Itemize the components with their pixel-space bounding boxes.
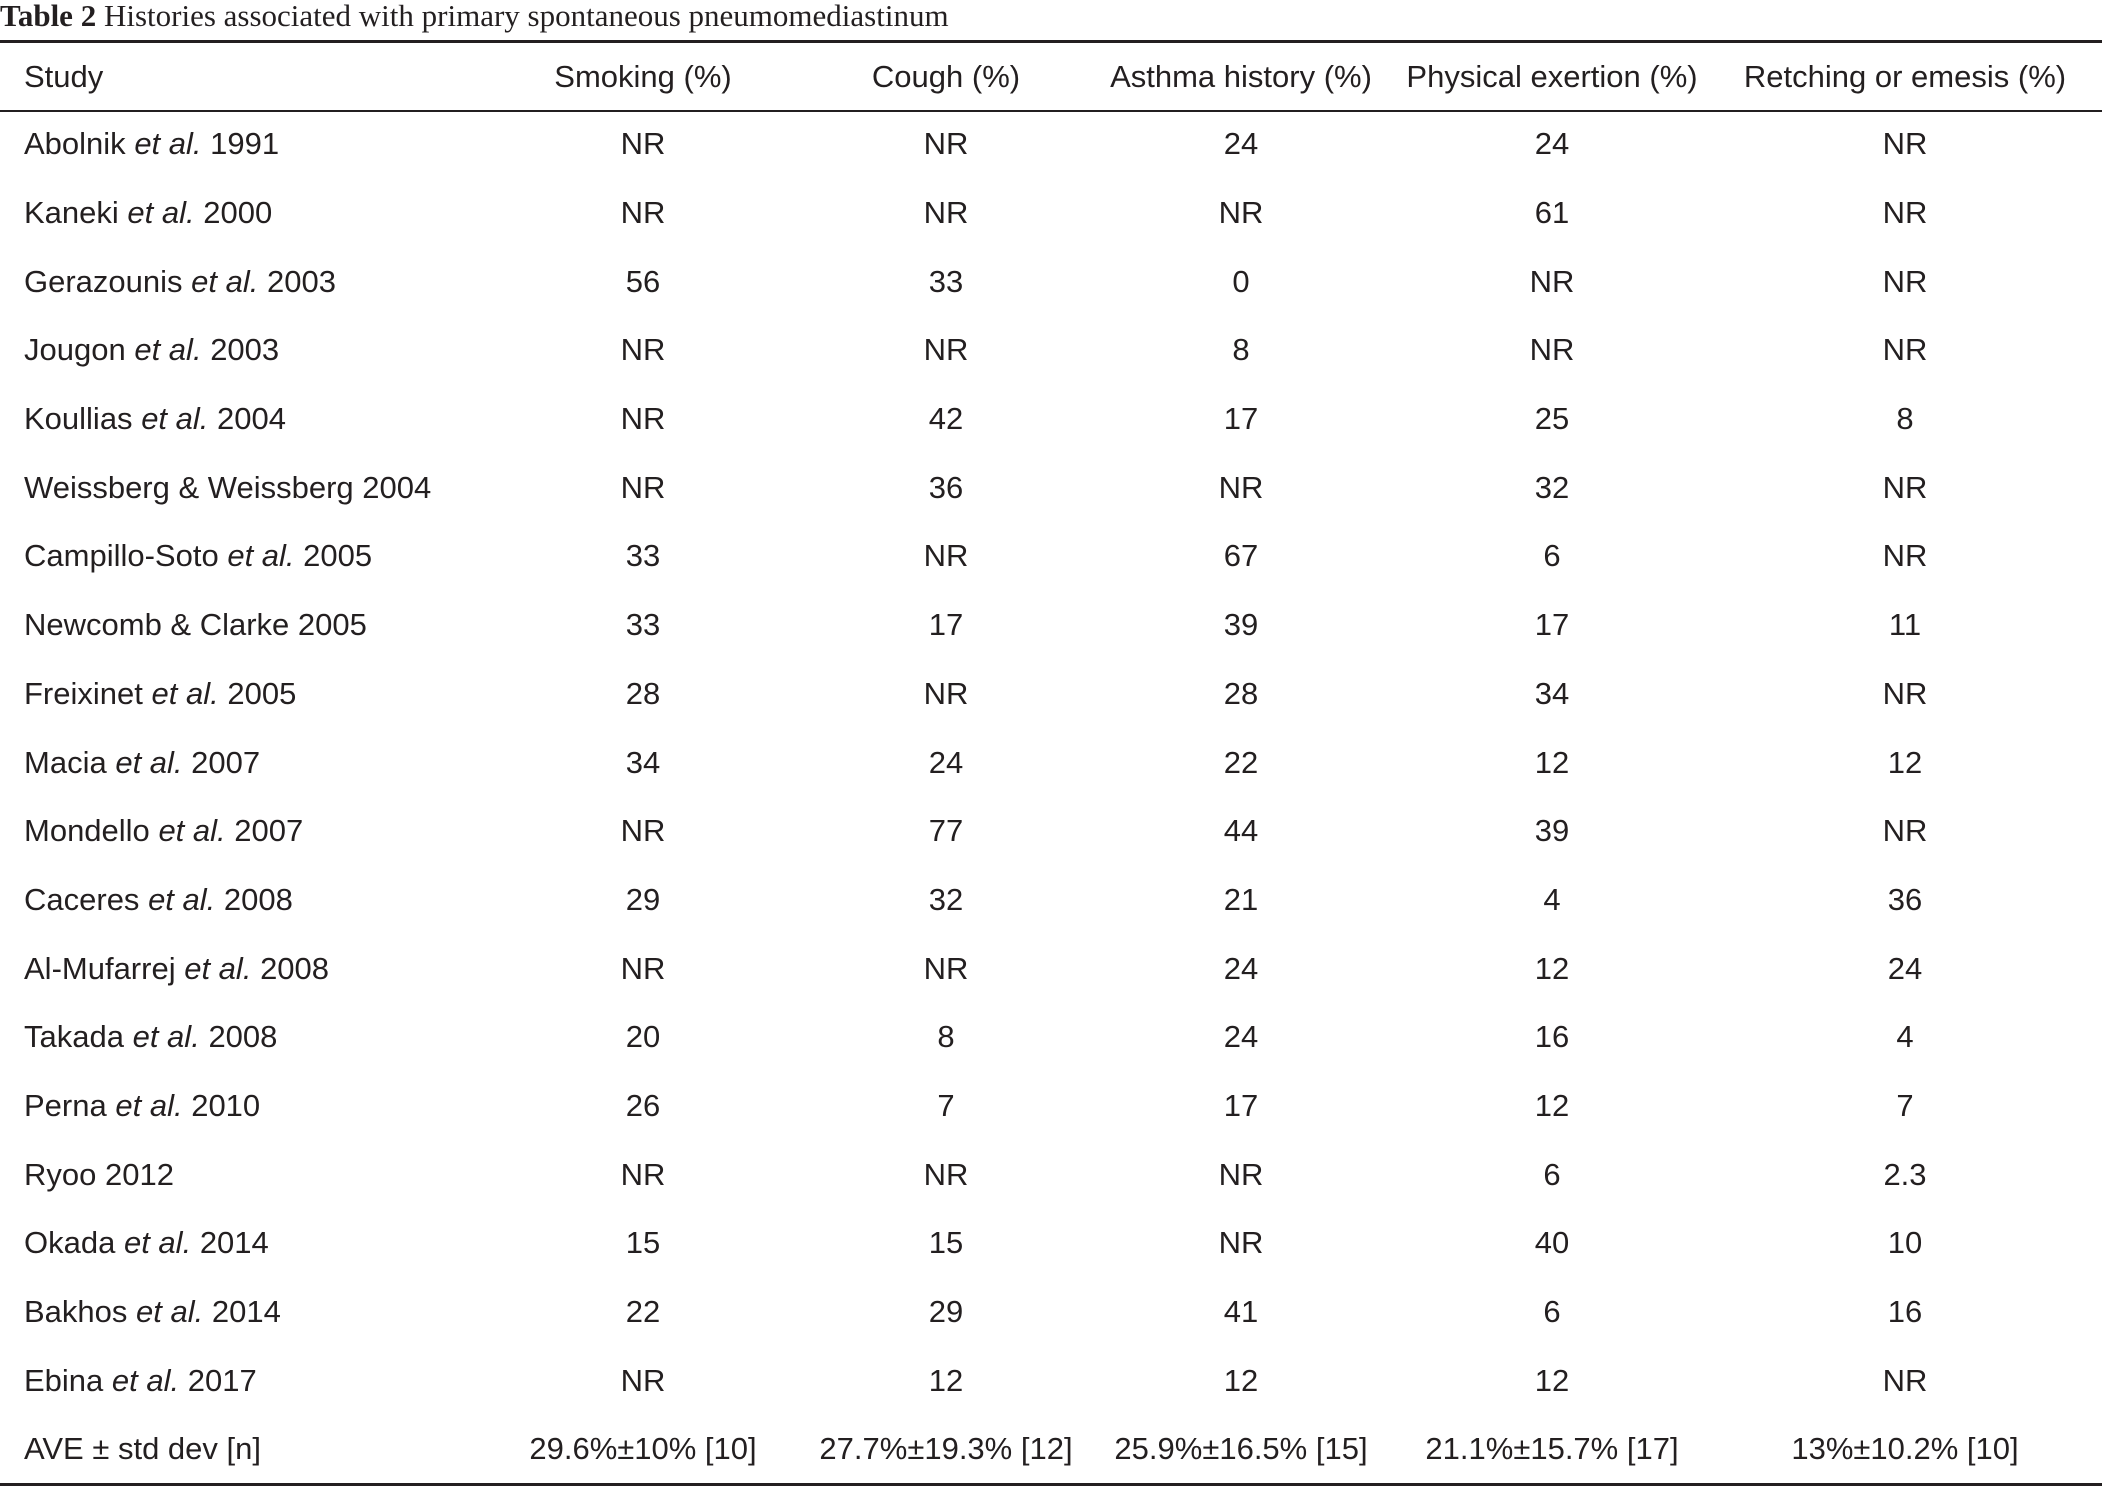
table-row (0, 1278, 2102, 1347)
cell-physical-exertion: 12 (1534, 1362, 1570, 1398)
cell-cough: 33 (928, 263, 964, 299)
cell-retching-or-emesis: NR (1882, 263, 1928, 299)
study-author: Newcomb & Clarke 2005 (24, 607, 367, 643)
cell-physical-exertion: 61 (1534, 195, 1570, 231)
cell-smoking: 28 (625, 675, 661, 711)
cell-asthma-history: 17 (1223, 1087, 1259, 1123)
cell-cough: 77 (928, 813, 964, 849)
cell-asthma-history: 24 (1223, 950, 1259, 986)
column-header-asthma-history: Asthma history (%) (1110, 58, 1372, 94)
cell-cough: 12 (928, 1362, 964, 1398)
cell-study (0, 591, 480, 660)
study-year: 2014 (199, 1225, 269, 1261)
cell-study (0, 316, 480, 385)
cell-smoking: NR (620, 1362, 666, 1398)
study-year: 2007 (234, 813, 304, 849)
study-author: Ryoo 2012 (24, 1156, 174, 1192)
cell-physical-exertion: 17 (1534, 607, 1570, 643)
cell-study (0, 1003, 480, 1072)
study-et-al: et al. (123, 1225, 192, 1261)
table-row (0, 1415, 2102, 1484)
cell-cough: 29 (928, 1294, 964, 1330)
table-row (0, 110, 2102, 179)
column-header-study: Study (24, 58, 104, 94)
cell-smoking: NR (620, 469, 666, 505)
table-row (0, 247, 2102, 316)
cell-cough: 27.7%±19.3% [12] (819, 1431, 1073, 1467)
cell-physical-exertion: 4 (1543, 881, 1561, 917)
table-row (0, 866, 2102, 935)
study-et-al: et al. (191, 263, 259, 299)
cell-smoking: 26 (625, 1087, 661, 1123)
cell-smoking: NR (620, 401, 666, 437)
study-author: Takada (24, 1019, 124, 1055)
cell-smoking: NR (620, 332, 666, 368)
cell-study (0, 247, 480, 316)
cell-cough: NR (923, 195, 969, 231)
table-row (0, 1346, 2102, 1415)
cell-smoking: 22 (625, 1294, 661, 1330)
table-caption-label: Table 2 (0, 0, 97, 33)
cell-physical-exertion: 21.1%±15.7% [17] (1425, 1431, 1679, 1467)
study-year: 2008 (223, 881, 293, 917)
cell-study (0, 1140, 480, 1209)
table-row (0, 1003, 2102, 1072)
study-year: 2004 (217, 401, 286, 437)
study-author: Kaneki (24, 195, 119, 231)
cell-physical-exertion: 25 (1534, 401, 1570, 437)
cell-study (0, 1415, 480, 1484)
cell-smoking: 34 (625, 744, 661, 780)
cell-retching-or-emesis: 4 (1896, 1019, 1914, 1055)
table-row (0, 453, 2102, 522)
cell-retching-or-emesis: 36 (1887, 881, 1923, 917)
study-et-al: et al. (158, 813, 226, 849)
cell-asthma-history: 41 (1223, 1294, 1259, 1330)
cell-cough: NR (923, 126, 969, 162)
cell-cough: 32 (928, 881, 964, 917)
cell-physical-exertion: 6 (1543, 1156, 1561, 1192)
study-year: 2005 (303, 538, 373, 574)
study-author: Perna (24, 1087, 107, 1123)
study-year: 2007 (191, 744, 261, 780)
column-header-retching-or-emesis: Retching or emesis (%) (1743, 58, 2067, 94)
cell-retching-or-emesis: NR (1882, 469, 1928, 505)
table-row (0, 1140, 2102, 1209)
cell-study (0, 522, 480, 591)
cell-smoking: NR (620, 126, 666, 162)
study-et-al: et al. (134, 332, 202, 368)
study-et-al: et al. (134, 126, 202, 162)
cell-asthma-history: 28 (1223, 675, 1259, 711)
study-author: Okada (24, 1225, 116, 1261)
cell-retching-or-emesis: NR (1882, 675, 1928, 711)
cell-smoking: 56 (625, 263, 661, 299)
cell-asthma-history: NR (1218, 1156, 1264, 1192)
study-author: Koullias (24, 401, 133, 437)
cell-asthma-history: 12 (1223, 1362, 1259, 1398)
study-et-al: et al. (184, 950, 252, 986)
table-caption (0, 0, 949, 40)
table-row (0, 660, 2102, 729)
cell-asthma-history: 24 (1223, 126, 1259, 162)
cell-physical-exertion: 12 (1534, 1087, 1570, 1123)
cell-retching-or-emesis: 24 (1887, 950, 1923, 986)
cell-cough: NR (923, 950, 969, 986)
table-row (0, 591, 2102, 660)
cell-asthma-history: 21 (1223, 881, 1259, 917)
cell-retching-or-emesis: 16 (1887, 1294, 1923, 1330)
cell-cough: 36 (928, 469, 964, 505)
cell-smoking: 15 (625, 1225, 661, 1261)
table-row (0, 934, 2102, 1003)
study-et-al: et al. (115, 744, 183, 780)
cell-study (0, 179, 480, 248)
cell-cough: NR (923, 1156, 969, 1192)
table-row (0, 179, 2102, 248)
study-author: Bakhos (24, 1294, 128, 1330)
study-author: Jougon (24, 332, 126, 368)
column-header-cough: Cough (%) (871, 58, 1021, 94)
study-author: Mondello (24, 813, 150, 849)
cell-asthma-history: 8 (1232, 332, 1250, 368)
cell-study (0, 110, 480, 179)
cell-retching-or-emesis: 13%±10.2% [10] (1791, 1431, 2019, 1467)
cell-smoking: NR (620, 813, 666, 849)
cell-cough: NR (923, 538, 969, 574)
study-year: 2014 (211, 1294, 281, 1330)
cell-physical-exertion: 40 (1534, 1225, 1570, 1261)
cell-cough: NR (923, 332, 969, 368)
cell-asthma-history: NR (1218, 195, 1264, 231)
cell-cough: 7 (937, 1087, 955, 1123)
cell-retching-or-emesis: NR (1882, 195, 1928, 231)
cell-study (0, 728, 480, 797)
study-year: 1991 (210, 126, 280, 162)
table-row (0, 385, 2102, 454)
study-author: Gerazounis (24, 263, 183, 299)
histories-table (0, 43, 2102, 1484)
cell-asthma-history: 17 (1223, 401, 1259, 437)
study-author: Ebina (24, 1362, 104, 1398)
study-year: 2005 (227, 675, 297, 711)
cell-smoking: 33 (625, 538, 661, 574)
table-row (0, 728, 2102, 797)
table-header-row (0, 43, 2102, 110)
cell-retching-or-emesis: 8 (1896, 401, 1914, 437)
cell-retching-or-emesis: 7 (1896, 1087, 1914, 1123)
table-row (0, 1072, 2102, 1141)
study-et-al: et al. (151, 675, 219, 711)
cell-cough: 15 (928, 1225, 964, 1261)
cell-study (0, 385, 480, 454)
cell-asthma-history: 22 (1223, 744, 1259, 780)
table-row (0, 316, 2102, 385)
cell-physical-exertion: 12 (1534, 744, 1570, 780)
study-et-al: et al. (227, 538, 295, 574)
cell-smoking: 29 (625, 881, 661, 917)
cell-asthma-history: NR (1218, 469, 1264, 505)
cell-physical-exertion: 6 (1543, 538, 1561, 574)
cell-retching-or-emesis: 2.3 (1883, 1156, 1927, 1192)
cell-physical-exertion: 34 (1534, 675, 1570, 711)
cell-smoking: NR (620, 195, 666, 231)
study-et-al: et al. (115, 1087, 183, 1123)
cell-study (0, 660, 480, 729)
study-year: 2003 (210, 332, 280, 368)
cell-smoking: NR (620, 950, 666, 986)
study-author: Campillo-Soto (24, 538, 219, 574)
cell-physical-exertion: NR (1529, 263, 1575, 299)
study-author: AVE ± std dev [n] (24, 1431, 261, 1467)
cell-retching-or-emesis: NR (1882, 1362, 1928, 1398)
cell-physical-exertion: 6 (1543, 1294, 1561, 1330)
cell-physical-exertion: 12 (1534, 950, 1570, 986)
study-year: 2010 (191, 1087, 261, 1123)
study-author: Weissberg & Weissberg 2004 (24, 469, 432, 505)
study-et-al: et al. (132, 1019, 200, 1055)
cell-study (0, 797, 480, 866)
cell-study (0, 866, 480, 935)
cell-physical-exertion: NR (1529, 332, 1575, 368)
study-year: 2000 (203, 195, 273, 231)
cell-retching-or-emesis: NR (1882, 126, 1928, 162)
cell-cough: NR (923, 675, 969, 711)
cell-cough: 8 (937, 1019, 955, 1055)
column-header-physical-exertion: Physical exertion (%) (1406, 58, 1698, 94)
cell-cough: 42 (928, 401, 964, 437)
cell-study (0, 1209, 480, 1278)
cell-retching-or-emesis: NR (1882, 332, 1928, 368)
cell-retching-or-emesis: 12 (1887, 744, 1923, 780)
cell-asthma-history: 39 (1223, 607, 1259, 643)
cell-asthma-history: 24 (1223, 1019, 1259, 1055)
study-et-al: et al. (136, 1294, 204, 1330)
table-row (0, 1209, 2102, 1278)
cell-asthma-history: 67 (1223, 538, 1259, 574)
cell-physical-exertion: 39 (1534, 813, 1570, 849)
cell-retching-or-emesis: NR (1882, 813, 1928, 849)
study-et-al: et al. (141, 401, 209, 437)
study-author: Al-Mufarrej (24, 950, 176, 986)
cell-retching-or-emesis: NR (1882, 538, 1928, 574)
cell-retching-or-emesis: 11 (1888, 607, 1922, 643)
table-row (0, 797, 2102, 866)
study-year: 2008 (260, 950, 330, 986)
cell-cough: 24 (928, 744, 964, 780)
cell-study (0, 934, 480, 1003)
table-caption-text: Histories associated with primary spontaneous pneumomediastinum (103, 0, 949, 33)
study-et-al: et al. (111, 1362, 180, 1398)
cell-asthma-history: 0 (1232, 263, 1250, 299)
study-year: 2008 (208, 1019, 278, 1055)
cell-smoking: 33 (625, 607, 661, 643)
study-year: 2017 (187, 1362, 257, 1398)
cell-study (0, 1072, 480, 1141)
cell-study (0, 1346, 480, 1415)
cell-smoking: 29.6%±10% [10] (529, 1431, 757, 1467)
study-author: Macia (24, 744, 107, 780)
study-author: Freixinet (24, 675, 143, 711)
cell-asthma-history: 25.9%±16.5% [15] (1114, 1431, 1368, 1467)
cell-study (0, 453, 480, 522)
cell-cough: 17 (928, 607, 964, 643)
study-et-al: et al. (127, 195, 195, 231)
table-body (0, 110, 2102, 1484)
column-header-smoking: Smoking (%) (554, 58, 732, 94)
cell-smoking: 20 (625, 1019, 661, 1055)
cell-asthma-history: NR (1218, 1225, 1264, 1261)
cell-physical-exertion: 16 (1534, 1019, 1570, 1055)
study-et-al: et al. (148, 881, 216, 917)
cell-physical-exertion: 32 (1534, 469, 1570, 505)
study-year: 2003 (267, 263, 336, 299)
table-row (0, 522, 2102, 591)
study-author: Caceres (24, 881, 140, 917)
cell-physical-exertion: 24 (1534, 126, 1570, 162)
cell-study (0, 1278, 480, 1347)
cell-retching-or-emesis: 10 (1887, 1225, 1923, 1261)
study-author: Abolnik (24, 126, 126, 162)
cell-smoking: NR (620, 1156, 666, 1192)
cell-asthma-history: 44 (1223, 813, 1259, 849)
